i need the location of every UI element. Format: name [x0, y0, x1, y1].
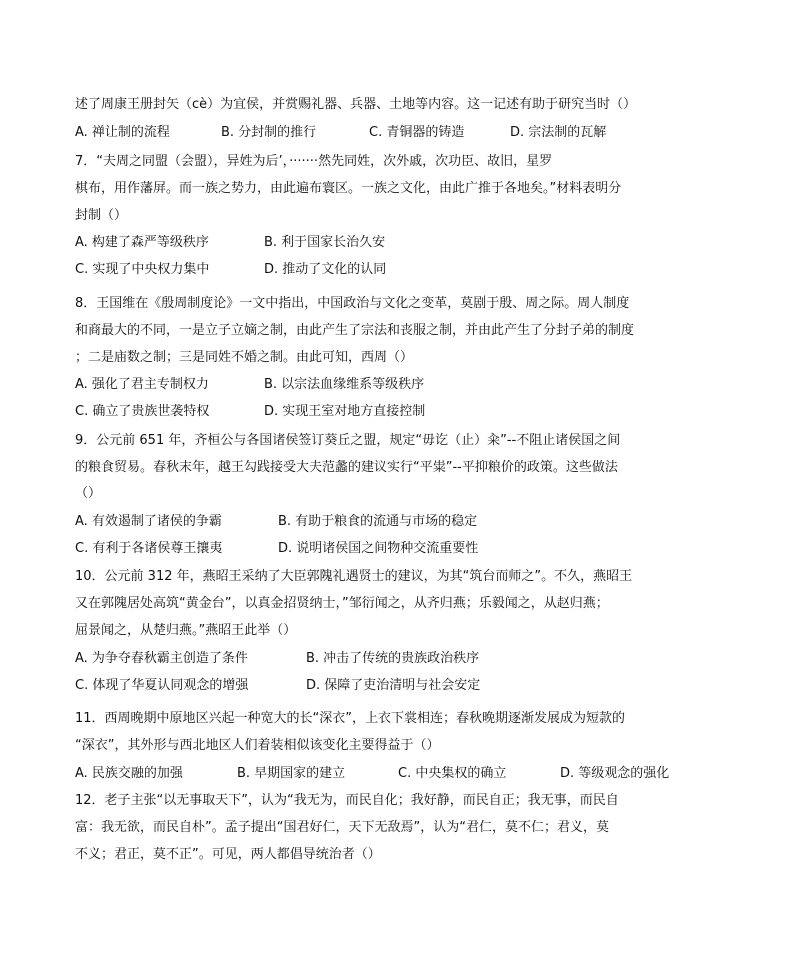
question-11-line: “深衣”，其外形与西北地区人们着装相似该变化主要得益于（）	[75, 738, 440, 753]
question-10-option-c: C. 体现了华夏认同观念的增强	[75, 678, 249, 693]
question-10-option-d: D. 保障了吏治清明与社会安定	[306, 678, 481, 693]
question-7-line: 7．“夫周之同盟（会盟），异姓为后’，·······然先同姓，次外戚，次功臣、故旧，星罗	[75, 154, 553, 169]
question-11-option-a: A. 民族交融的加强	[75, 766, 183, 781]
question-7-option-d: D. 推动了文化的认同	[264, 262, 387, 277]
question-6-text: 述了周康王册封矢（cè）为宜侯，并赏赐礼器、兵器、土地等内容。这一记述有助于研究当时（）	[75, 97, 637, 112]
question-8-option-d: D. 实现王室对地方直接控制	[264, 404, 426, 419]
question-9-line: （）	[75, 486, 102, 501]
question-8-option-a: A. 强化了君主专制权力	[75, 377, 209, 392]
question-8-line: 8．王国维在《殷周制度论》一文中指出，中国政治与文化之变革，莫剧于殷、周之际。周人制度	[75, 296, 630, 311]
question-8-line: 和商最大的不同，一是立子立嫡之制，由此产生了宗法和丧服之制，并由此产生了分封子弟的制度	[75, 323, 635, 338]
question-6-option-a: A. 禅让制的流程	[75, 125, 170, 140]
question-12-line: 12．老子主张“以无事取天下”，认为“我无为，而民自化；我好静，而民自正；我无事，而民自	[75, 793, 619, 808]
question-7-line: 封制（）	[75, 208, 128, 223]
question-12-line: 不义；君正，莫不正”。可见，两人都倡导统治者（）	[75, 847, 381, 862]
question-9-option-a: A. 有效遏制了诸侯的争霸	[75, 514, 222, 529]
question-7-option-c: C. 实现了中央权力集中	[75, 262, 210, 277]
question-12-line: 富：我无欲，而民自朴”。孟子提出“国君好仁，天下无敌焉”，认为“君仁，莫不仁；君义，莫	[75, 820, 609, 835]
question-10-option-b: B. 冲击了传统的贵族政治秩序	[306, 651, 480, 666]
question-9-line: 的粮食贸易。春秋末年，越王勾践接受大夫范蠡的建议实行“平粜”--平抑粮价的政策。这些做法	[75, 460, 618, 475]
question-9-option-d: D. 说明诸侯国之间物种交流重要性	[278, 541, 479, 556]
question-6-option-b: B. 分封制的推行	[221, 125, 317, 140]
question-6-option-c: C. 青铜器的铸造	[369, 125, 465, 140]
question-9-option-c: C. 有利于各诸侯尊王攘夷	[75, 541, 223, 556]
question-10-line: 又在郭隗居处高筑“黄金台”，以真金招贤纳士，”邹衍闻之，从齐归燕；乐毅闻之，从赵归燕；	[75, 596, 609, 611]
question-9-option-b: B. 有助于粮食的流通与市场的稳定	[278, 514, 478, 529]
question-8-line: ；二是庙数之制；三是同姓不婚之制。由此可知，西周（）	[75, 350, 414, 365]
question-7-option-b: B. 利于国家长治久安	[264, 235, 386, 250]
question-10-line: 屈景闻之，从楚归燕。”燕昭王此举（）	[75, 623, 297, 638]
question-10-line: 10．公元前 312 年，燕昭王采纳了大臣郭隗礼遇贤士的建议，为其“筑台而师之”。不久，燕昭王	[75, 569, 633, 584]
question-11-line: 11．西周晚期中原地区兴起一种宽大的长“深衣”，上衣下裳相连；春秋晚期逐渐发展成为短款的	[75, 711, 626, 726]
question-11-option-d: D. 等级观念的强化	[560, 766, 670, 781]
question-8-option-b: B. 以宗法血缘维系等级秩序	[264, 377, 425, 392]
question-9-line: 9．公元前 651 年，齐桓公与各国诸侯签订葵丘之盟，规定“毋讫（止）籴”--不阻止诸侯国之间	[75, 433, 621, 448]
question-11-option-b: B. 早期国家的建立	[237, 766, 346, 781]
question-6-option-d: D. 宗法制的瓦解	[510, 125, 607, 140]
question-7-line: 棋布，用作藩屏。而一族之势力，由此遍布寰区。一族之文化，由此广推于各地矣。”材料表明分	[75, 181, 622, 196]
question-7-option-a: A. 构建了森严等级秩序	[75, 235, 209, 250]
question-10-option-a: A. 为争夺春秋霸主创造了条件	[75, 651, 248, 666]
question-8-option-c: C. 确立了贵族世袭特权	[75, 404, 210, 419]
question-11-option-c: C. 中央集权的确立	[398, 766, 507, 781]
